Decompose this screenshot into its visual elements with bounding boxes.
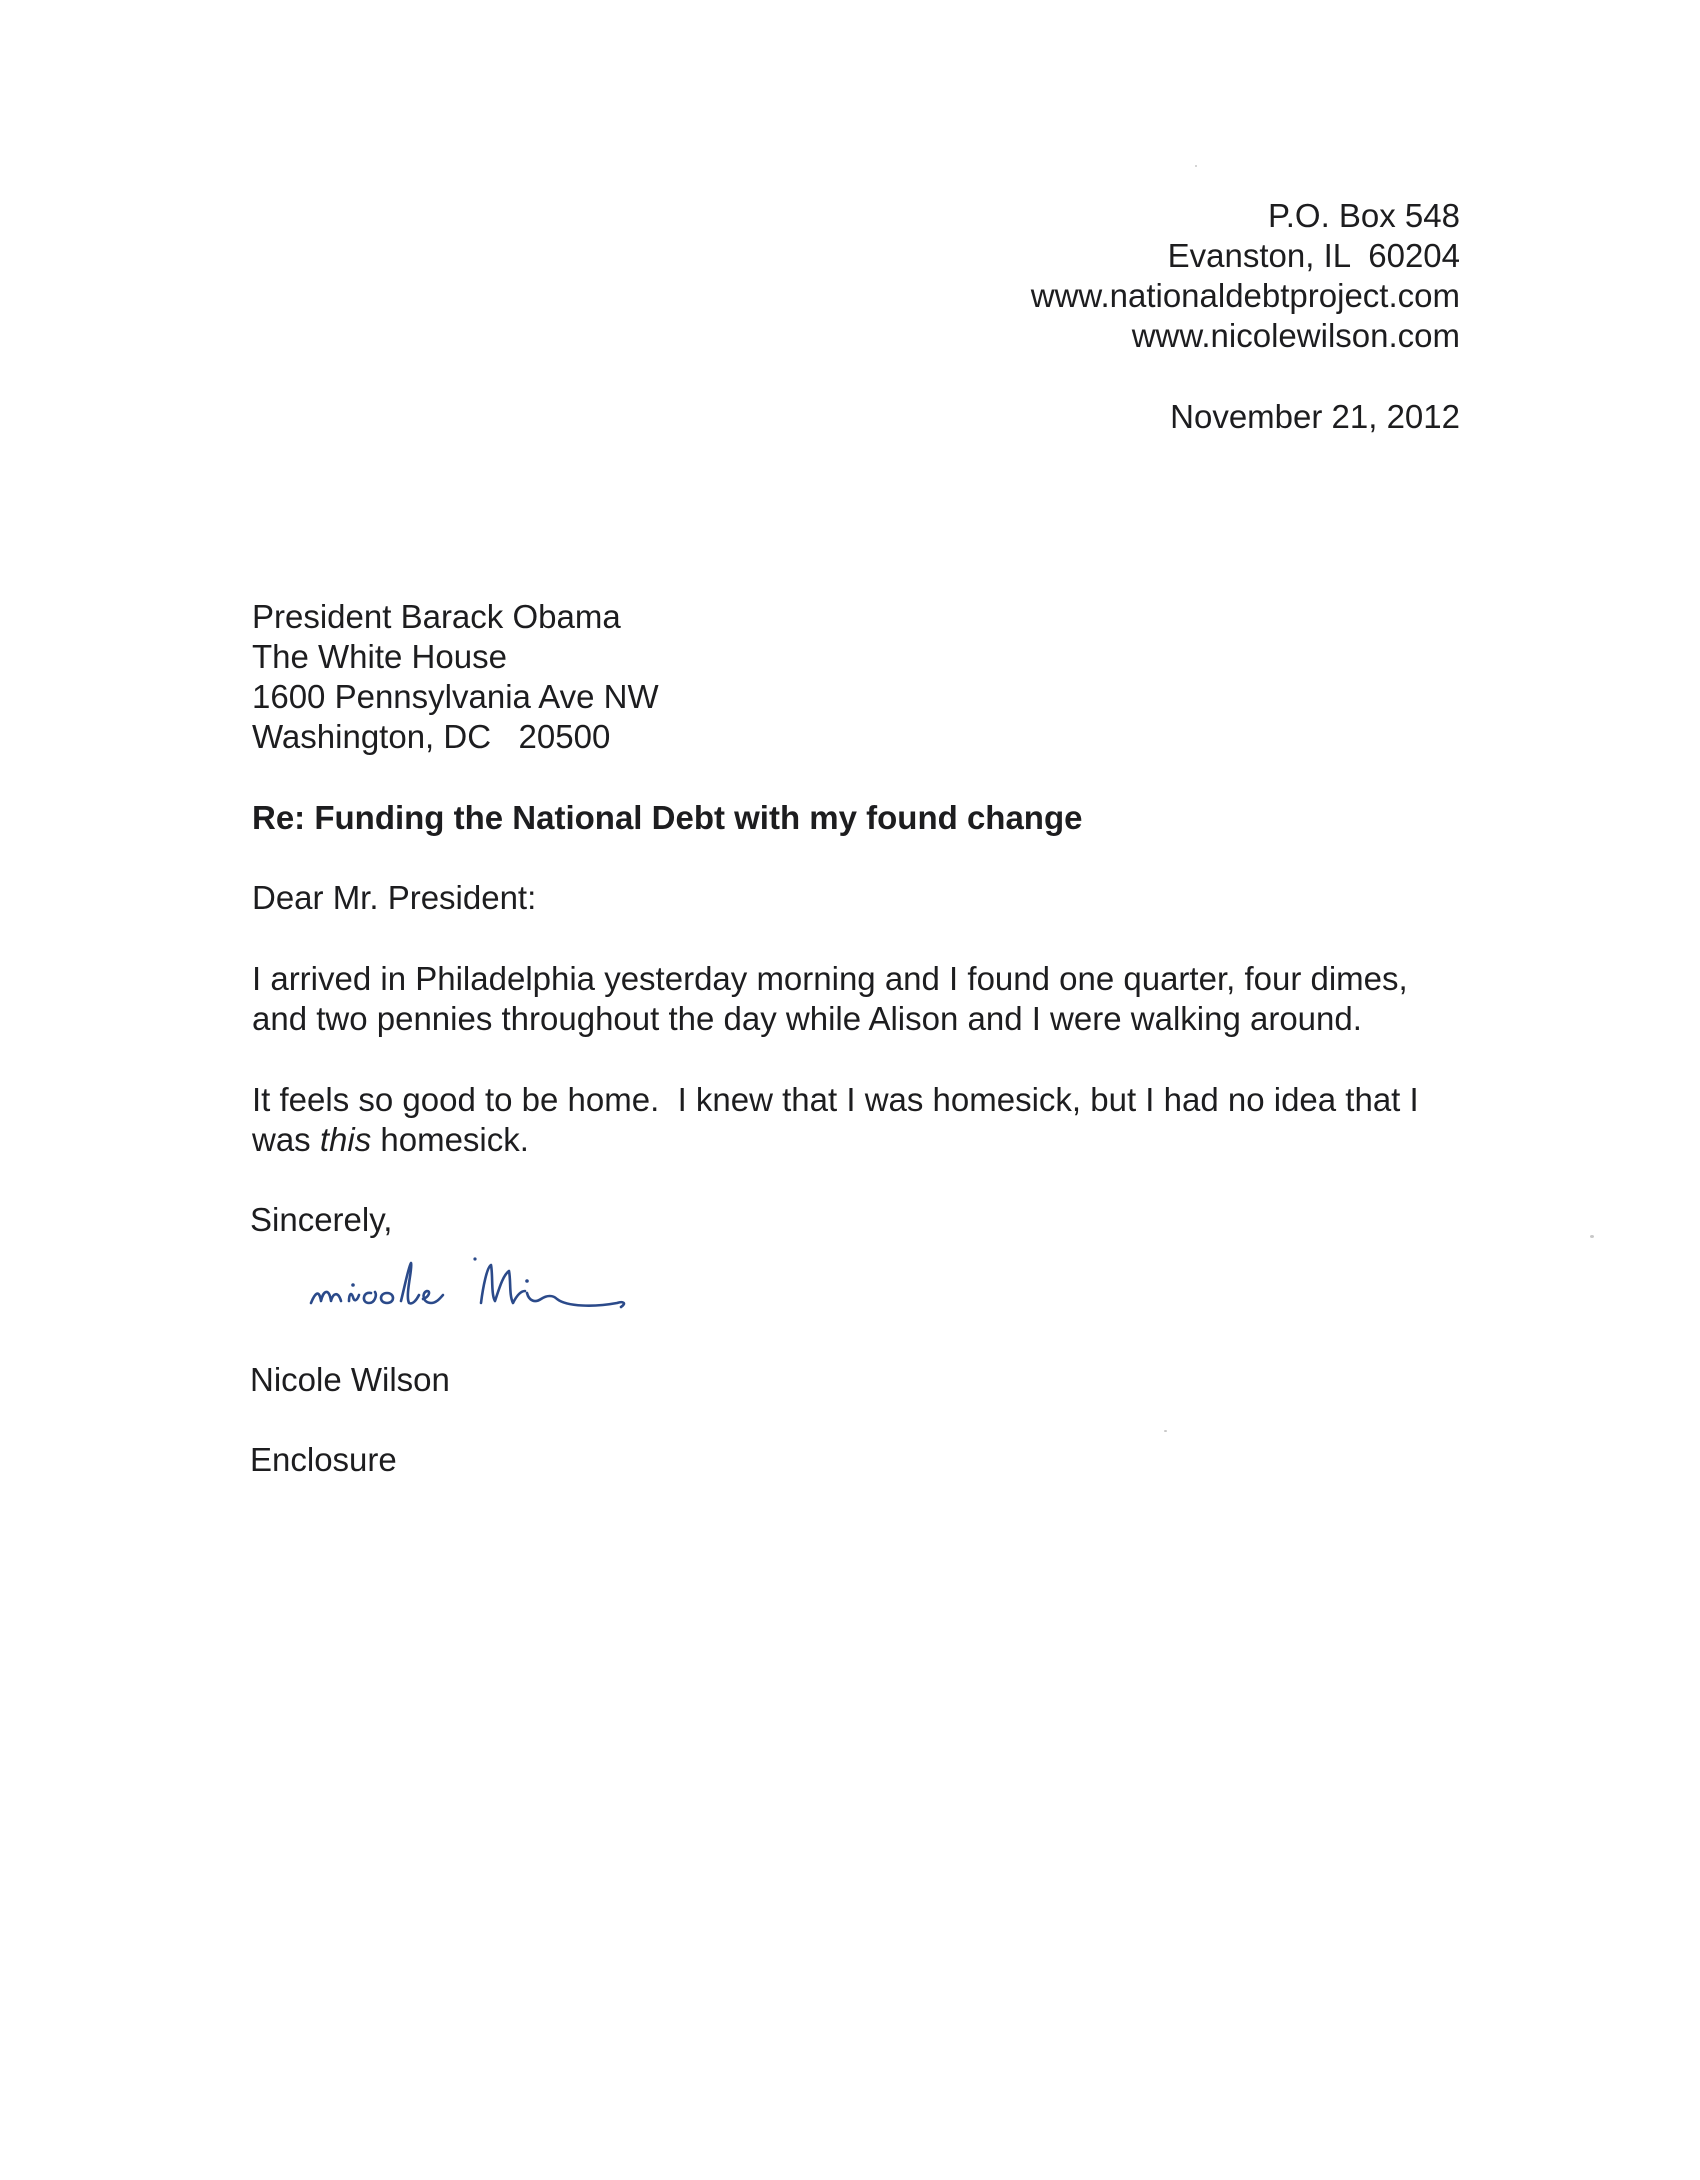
- sender-address-block: [1031, 196, 1460, 356]
- recipient-name: President Barack Obama: [252, 598, 621, 635]
- recipient-city-state-zip: Washington, DC 20500: [252, 718, 611, 755]
- sender-city-state-zip: Evanston, IL 60204: [1167, 237, 1460, 274]
- paragraph-1-line-2: and two pennies throughout the day while Alison and I were walking around.: [252, 1000, 1362, 1037]
- paragraph-2-emphasis: this: [319, 1121, 372, 1158]
- body-paragraph-1: [252, 959, 1408, 1039]
- recipient-organization: The White House: [252, 638, 507, 675]
- enclosure-note: Enclosure: [250, 1441, 397, 1478]
- scan-speck: [1195, 165, 1197, 167]
- letter-date: November 21, 2012: [1170, 398, 1460, 435]
- paragraph-2-text-after: homesick.: [371, 1121, 529, 1158]
- salutation: Dear Mr. President:: [252, 879, 537, 916]
- sender-po-box: P.O. Box 548: [1267, 197, 1460, 234]
- scan-speck: [1590, 1235, 1594, 1238]
- paragraph-2-text-before: was: [252, 1121, 320, 1158]
- subject-line: Re: Funding the National Debt with my found change: [252, 799, 1083, 836]
- paragraph-2-line-1: It feels so good to be home. I knew that I was homesick, but I had no idea that I: [252, 1081, 1419, 1118]
- handwritten-signature: [305, 1245, 645, 1325]
- sender-website-2: www.nicolewilson.com: [1131, 317, 1460, 354]
- scan-speck: [1164, 1430, 1167, 1432]
- closing: Sincerely,: [250, 1201, 393, 1238]
- paragraph-1-line-1: I arrived in Philadelphia yesterday morning and I found one quarter, four dimes,: [252, 960, 1408, 997]
- paragraph-2-line-2: [252, 1120, 1419, 1160]
- sender-website-1: www.nationaldebtproject.com: [1030, 277, 1460, 314]
- recipient-address-block: [252, 597, 659, 757]
- body-paragraph-2: [252, 1080, 1419, 1160]
- recipient-street: 1600 Pennsylvania Ave NW: [252, 678, 659, 715]
- signer-name: Nicole Wilson: [250, 1361, 450, 1398]
